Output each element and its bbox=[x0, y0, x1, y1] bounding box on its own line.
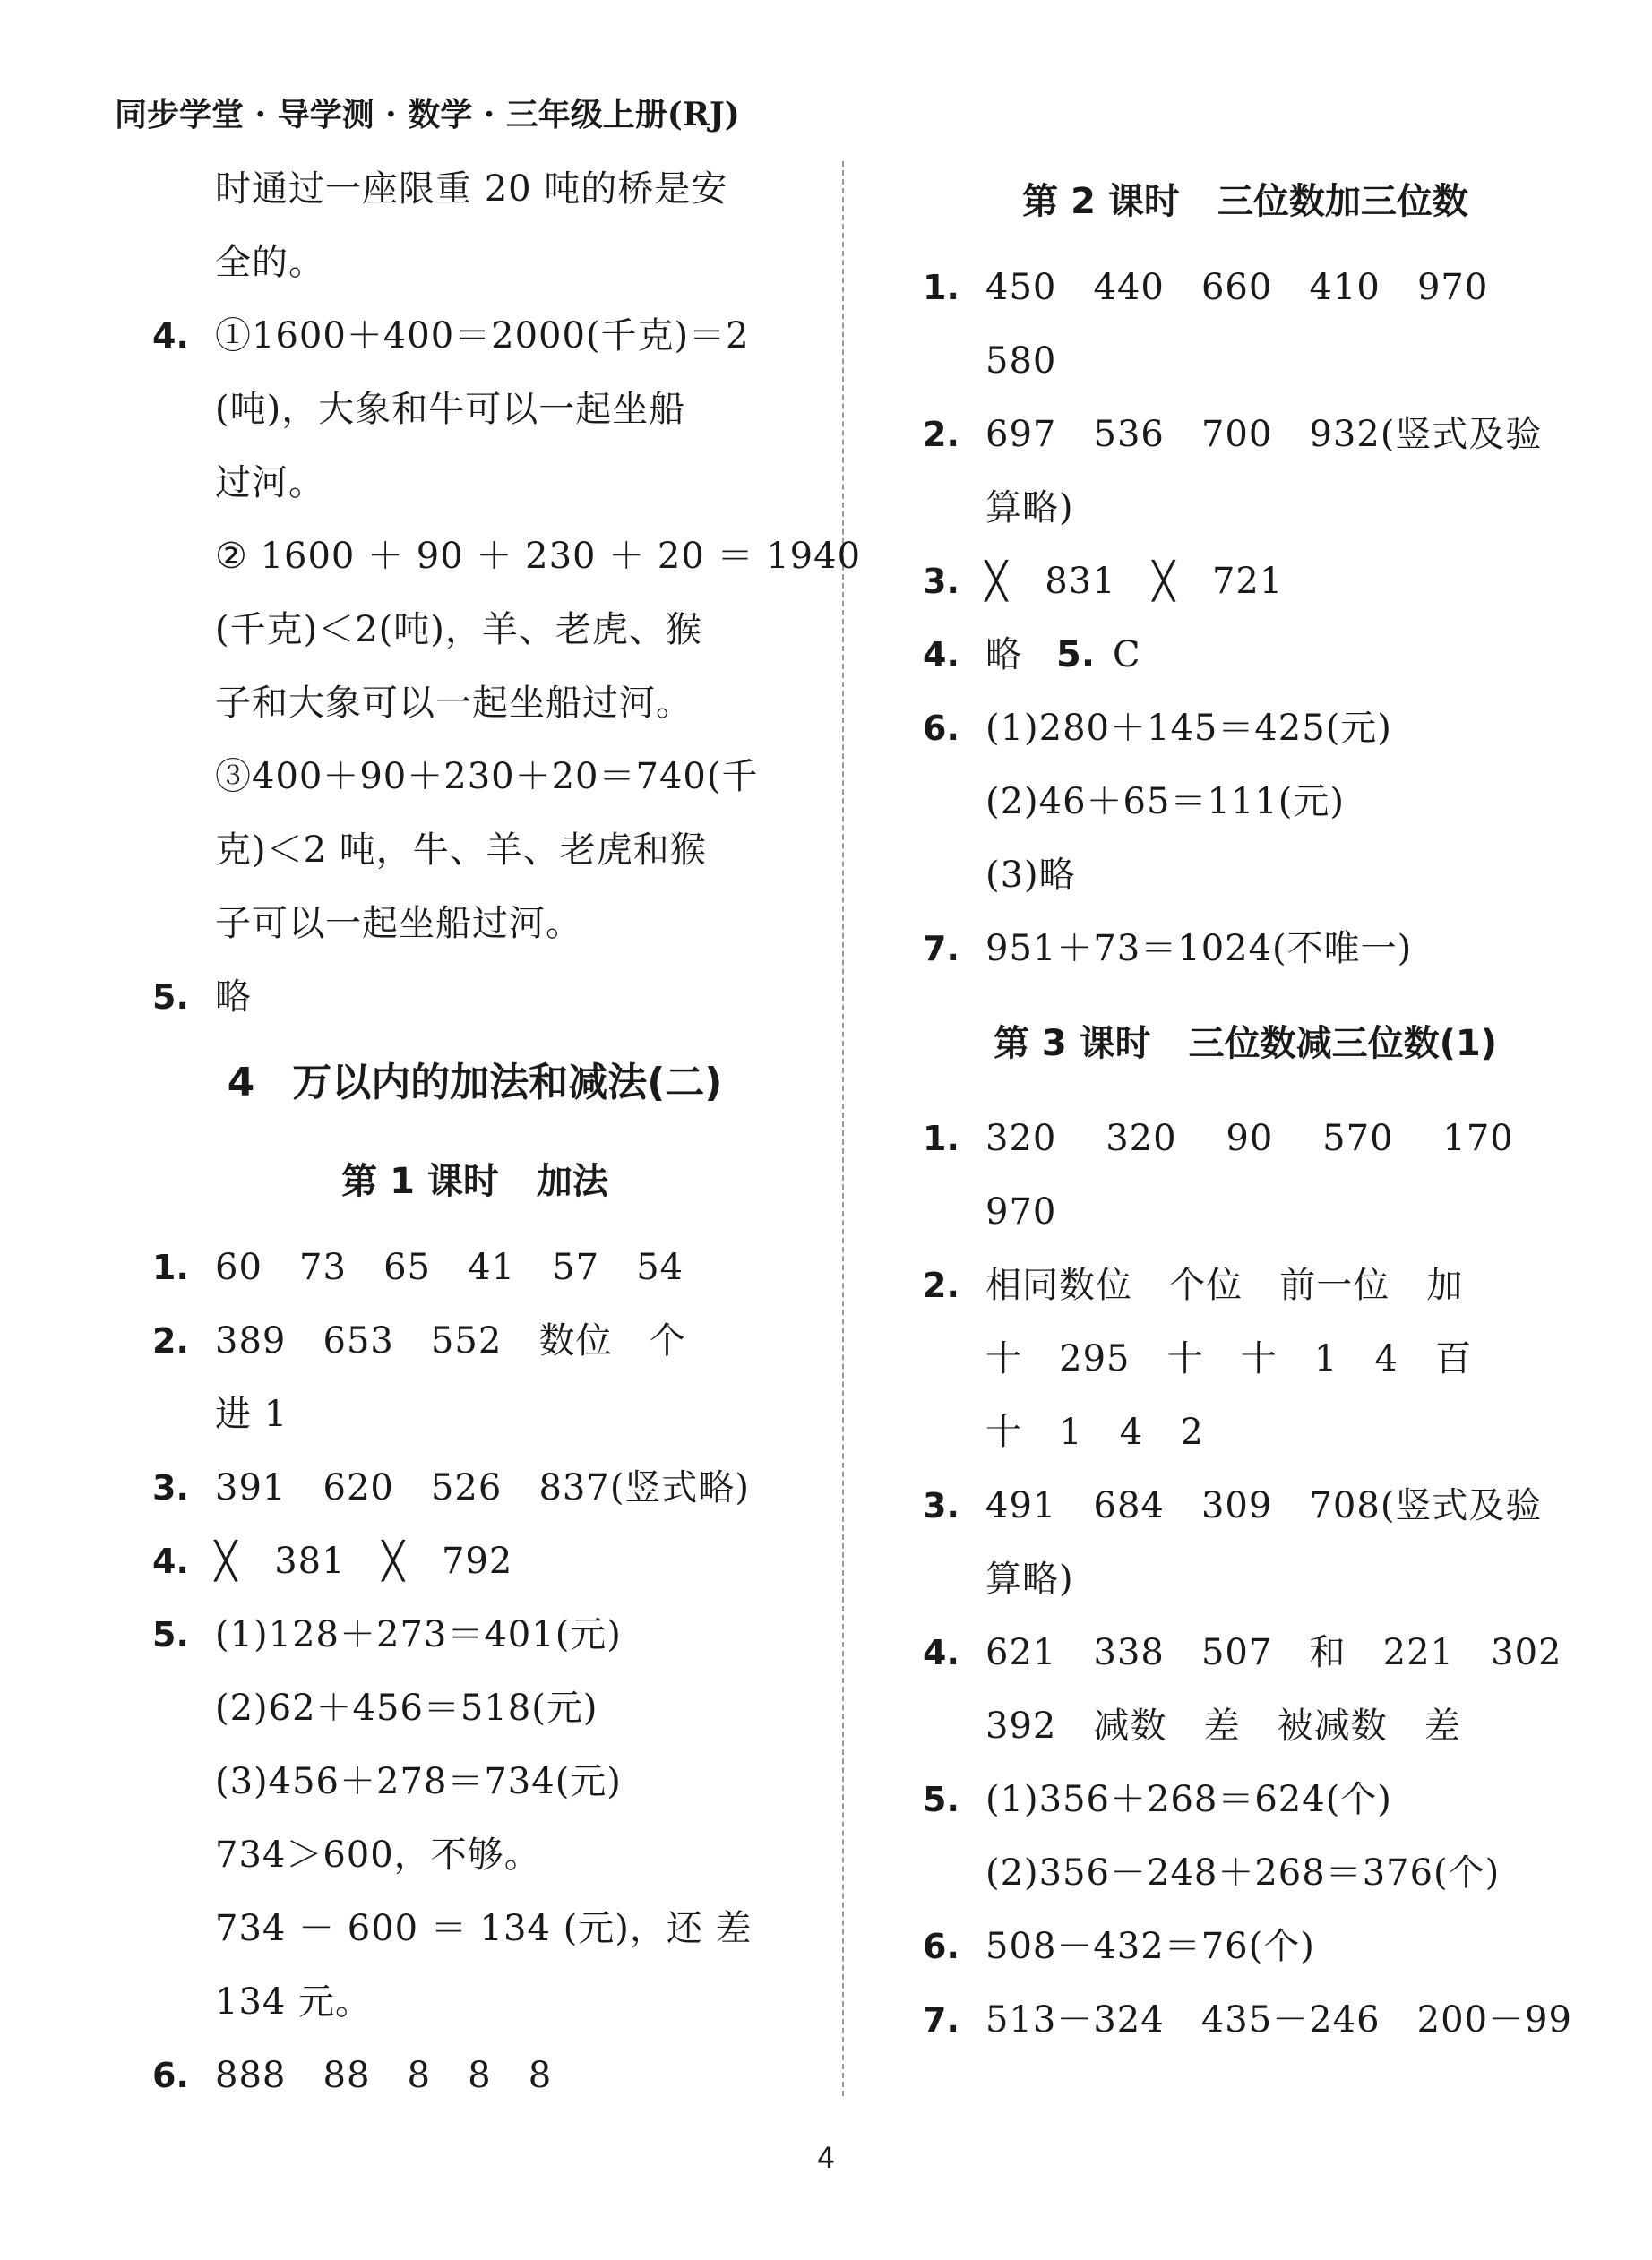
answer-item-4: 4. ①1600＋400＝2000(千克)＝2 bbox=[152, 299, 797, 373]
answer-line: 十 1 4 2 bbox=[985, 1412, 1204, 1453]
answer-line: (3)456＋278＝734(元) bbox=[215, 1761, 622, 1802]
answer-item-4-5: 4. 略 5. C bbox=[923, 618, 1568, 692]
item-number: 4. bbox=[923, 635, 959, 675]
page-header: 同步学堂 · 导学测 · 数学 · 三年级上册(RJ) bbox=[115, 96, 740, 133]
answer-item-5: 5. (1)356＋268＝624(个) bbox=[923, 1763, 1568, 1836]
answer-line: 克)＜2 吨，牛、羊、老虎和猴 bbox=[215, 829, 707, 871]
answer-item-6: 6. (1)280＋145＝425(元) bbox=[923, 692, 1568, 765]
answer-line: 算略) bbox=[985, 487, 1074, 528]
item-number: 4. bbox=[923, 1633, 959, 1672]
answer-line: ② 1600 ＋ 90 ＋ 230 ＋ 20 ＝ 1940 bbox=[215, 536, 862, 577]
right-column bbox=[923, 152, 1572, 2057]
answer-line: 过河。 bbox=[215, 462, 325, 503]
answer-line: 734 － 600 ＝ 134 (元)，还 差 bbox=[215, 1908, 753, 1949]
unit-title: 4 万以内的加法和减法(二) bbox=[227, 1060, 723, 1105]
answer-line: ③400＋90＋230＋20＝740(千 bbox=[215, 756, 759, 797]
answer-line: 时通过一座限重 20 吨的桥是安 bbox=[215, 168, 728, 210]
answer-item-3: 3. 491 684 309 708(竖式及验 bbox=[923, 1469, 1568, 1542]
item-number: 4. bbox=[152, 316, 189, 356]
answer-line: 134 元。 bbox=[215, 1981, 373, 2023]
answer-line: 算略) bbox=[985, 1559, 1074, 1600]
page-number: 4 bbox=[816, 2141, 836, 2175]
lesson-title: 第 3 课时 三位数减三位数(1) bbox=[993, 1023, 1498, 1064]
answer-line: 子可以一起坐船过河。 bbox=[215, 903, 582, 944]
item-number: 5. bbox=[152, 977, 189, 1017]
item-number: 3. bbox=[923, 1486, 959, 1525]
left-column bbox=[152, 152, 862, 2112]
item-number: 2. bbox=[923, 1266, 959, 1305]
answer-item-6: 6. 888 88 8 8 8 bbox=[152, 2039, 797, 2112]
answer-line: 392 减数 差 被减数 差 bbox=[985, 1706, 1461, 1747]
item-number: 3. bbox=[152, 1468, 189, 1508]
item-number: 7. bbox=[923, 2000, 959, 2040]
answer-item-4: 4. 621 338 507 和 221 302 bbox=[923, 1616, 1568, 1689]
answer-item-4: 4. ╳ 381 ╳ 792 bbox=[152, 1525, 797, 1598]
item-number: 1. bbox=[923, 268, 959, 307]
answer-line: (吨)，大象和牛可以一起坐船 bbox=[215, 389, 686, 430]
item-number: 1. bbox=[152, 1248, 189, 1287]
answer-item-2: 2. 697 536 700 932(竖式及验 bbox=[923, 398, 1568, 471]
item-number: 5. bbox=[152, 1615, 189, 1654]
item-number: 2. bbox=[923, 415, 959, 454]
answer-item-3: 3. 391 620 526 837(竖式略) bbox=[152, 1451, 797, 1525]
answer-item-5: 5. (1)128＋273＝401(元) bbox=[152, 1598, 797, 1671]
item-number: 1. bbox=[923, 1119, 959, 1158]
item-number: 3. bbox=[923, 562, 959, 601]
answer-item-2: 2. 389 653 552 数位 个 bbox=[152, 1304, 797, 1378]
answer-item-1: 1. 450 440 660 410 970 bbox=[923, 251, 1568, 324]
answer-line: (2)46＋65＝111(元) bbox=[985, 781, 1346, 822]
answer-line: 进 1 bbox=[215, 1394, 288, 1435]
answer-line: (千克)＜2(吨)，羊、老虎、猴 bbox=[215, 609, 702, 650]
item-number: 6. bbox=[152, 2056, 189, 2095]
answer-item-1: 1. 60 73 65 41 57 54 bbox=[152, 1231, 797, 1304]
answer-line: 970 bbox=[985, 1191, 1057, 1233]
answer-item-3: 3. ╳ 831 ╳ 721 bbox=[923, 545, 1568, 618]
item-number: 5. bbox=[923, 1780, 959, 1819]
answer-line: (2)356－248＋268＝376(个) bbox=[985, 1852, 1501, 1894]
answer-line: 十 295 十 十 1 4 百 bbox=[985, 1338, 1473, 1379]
item-number: 7. bbox=[923, 929, 959, 968]
answer-item-7: 7. 951＋73＝1024(不唯一) bbox=[923, 912, 1568, 985]
item-number: 5. bbox=[1056, 634, 1096, 675]
answer-line: 580 bbox=[985, 340, 1057, 382]
answer-item-1: 1. 320 320 90 570 170 bbox=[923, 1102, 1568, 1175]
answer-item-5: 5. 略 bbox=[152, 960, 797, 1034]
answer-line: (3)略 bbox=[985, 855, 1076, 896]
answer-item-7: 7. 513－324 435－246 200－99 bbox=[923, 1983, 1568, 2057]
answer-line: 734＞600，不够。 bbox=[215, 1835, 541, 1876]
answer-item-2: 2. 相同数位 个位 前一位 加 bbox=[923, 1249, 1568, 1322]
item-number: 6. bbox=[923, 1927, 959, 1966]
answer-item-6: 6. 508－432＝76(个) bbox=[923, 1910, 1568, 1983]
item-number: 2. bbox=[152, 1321, 189, 1361]
answer-line: 子和大象可以一起坐船过河。 bbox=[215, 683, 693, 724]
item-number: 6. bbox=[923, 709, 959, 748]
lesson-title: 第 2 课时 三位数加三位数 bbox=[1022, 181, 1468, 222]
answer-line: 全的。 bbox=[215, 242, 325, 283]
column-divider bbox=[842, 161, 844, 2096]
lesson-title: 第 1 课时 加法 bbox=[341, 1161, 608, 1202]
item-number: 4. bbox=[152, 1542, 189, 1581]
answer-line: (2)62＋456＝518(元) bbox=[215, 1688, 598, 1729]
